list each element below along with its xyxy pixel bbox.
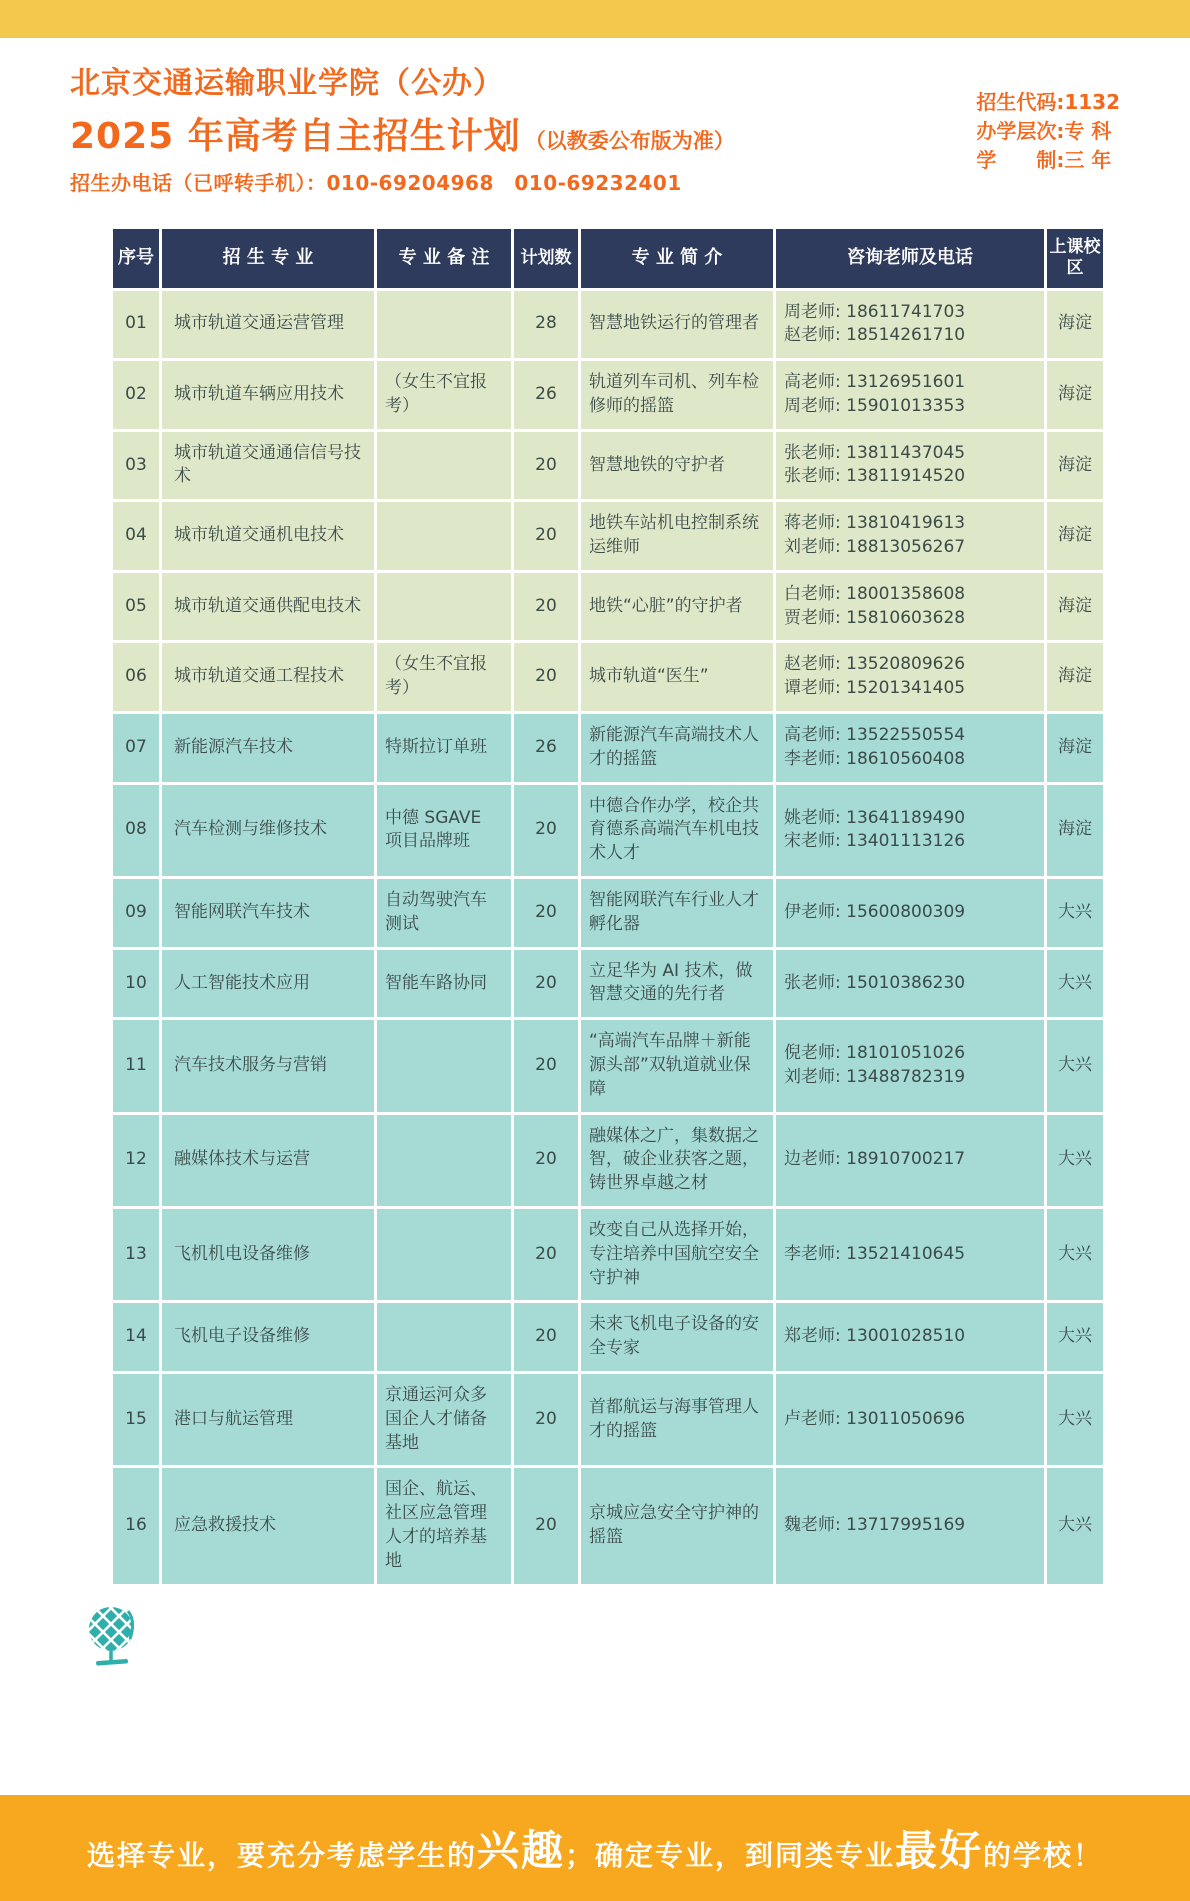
cell-teacher-contacts (776, 1468, 1044, 1583)
teacher-contact-line: 张老师: 15010386230 (784, 972, 966, 993)
cell-campus: 大兴 (1047, 950, 1103, 1018)
cell-major-name: 新能源汽车技术 (162, 714, 374, 782)
cell-campus: 大兴 (1047, 879, 1103, 947)
cell-campus: 大兴 (1047, 1115, 1103, 1206)
cell-row-number: 09 (113, 879, 159, 947)
table-row (113, 291, 1103, 359)
header-cell-no: 序号 (113, 229, 159, 288)
cell-plan-count: 20 (514, 432, 578, 500)
cell-row-number: 05 (113, 573, 159, 641)
teacher-contact-line: 刘老师: 13488782319 (784, 1066, 966, 1087)
cell-major-intro: 智慧地铁的守护者 (581, 432, 773, 500)
cell-teacher-contacts (776, 1209, 1044, 1300)
cell-major-intro: 城市轨道“医生” (581, 643, 773, 711)
footer-slogan (87, 1818, 1103, 1878)
cell-plan-count: 20 (514, 1209, 578, 1300)
teacher-contact-line: 赵老师: 13520809626 (784, 654, 966, 675)
table-body (113, 291, 1103, 1584)
cell-row-number: 14 (113, 1303, 159, 1371)
info-label: 办学层次: (976, 119, 1065, 143)
cell-major-name: 融媒体技术与运营 (162, 1115, 374, 1206)
school-name: 北京交通运输职业学院（公办） (70, 66, 504, 101)
cell-campus: 大兴 (1047, 1468, 1103, 1583)
cell-campus: 海淀 (1047, 573, 1103, 641)
table-row (113, 785, 1103, 876)
table-row (113, 502, 1103, 570)
cell-major-intro: 轨道列车司机、列车检修师的摇篮 (581, 361, 773, 429)
cell-major-name: 城市轨道交通供配电技术 (162, 573, 374, 641)
header-cell-remark: 专 业 备 注 (377, 229, 511, 288)
table-row (113, 1115, 1103, 1206)
cell-campus: 海淀 (1047, 714, 1103, 782)
cell-row-number: 13 (113, 1209, 159, 1300)
info-value: 三 年 (1064, 148, 1112, 172)
table-row (113, 643, 1103, 711)
table-row (113, 1303, 1103, 1371)
plan-title-line (70, 108, 735, 159)
admissions-phone-line: 招生办电话（已呼转手机）：010-69204968 010-69232401 (70, 171, 682, 195)
cell-row-number: 03 (113, 432, 159, 500)
header-cell-teachers: 咨询老师及电话 (776, 229, 1044, 288)
cell-major-remark (377, 1020, 511, 1111)
info-value: 专 科 (1064, 119, 1112, 143)
cell-campus: 大兴 (1047, 1374, 1103, 1465)
cell-major-name: 智能网联汽车技术 (162, 879, 374, 947)
cell-major-name: 城市轨道交通通信信号技术 (162, 432, 374, 500)
cell-campus: 海淀 (1047, 785, 1103, 876)
info-row-code (976, 88, 1120, 117)
cell-plan-count: 20 (514, 1020, 578, 1111)
cell-plan-count: 20 (514, 573, 578, 641)
cell-major-name: 城市轨道交通工程技术 (162, 643, 374, 711)
cell-major-intro: 融媒体之广，集数据之智，破企业获客之题，铸世界卓越之材 (581, 1115, 773, 1206)
cell-major-remark: 特斯拉订单班 (377, 714, 511, 782)
teacher-contact-line: 白老师: 18001358608 (784, 583, 966, 604)
cell-campus: 大兴 (1047, 1209, 1103, 1300)
cell-major-remark: 智能车路协同 (377, 950, 511, 1018)
cell-row-number: 06 (113, 643, 159, 711)
info-row-duration (976, 146, 1120, 175)
cell-teacher-contacts (776, 502, 1044, 570)
cell-major-intro: 改变自己从选择开始，专注培养中国航空安全守护神 (581, 1209, 773, 1300)
cell-major-intro: 新能源汽车高端技术人才的摇篮 (581, 714, 773, 782)
teacher-contact-line: 刘老师: 18813056267 (784, 537, 966, 558)
teacher-contact-line: 倪老师: 18101051026 (784, 1043, 966, 1064)
cell-major-remark (377, 573, 511, 641)
table-row (113, 1209, 1103, 1300)
cell-campus: 海淀 (1047, 291, 1103, 359)
cell-plan-count: 20 (514, 879, 578, 947)
cell-major-remark: （女生不宜报考） (377, 643, 511, 711)
cell-teacher-contacts (776, 1374, 1044, 1465)
header-info-block (976, 88, 1120, 175)
teacher-contact-line: 高老师: 13522550554 (784, 725, 966, 746)
cell-row-number: 16 (113, 1468, 159, 1583)
cell-major-remark (377, 432, 511, 500)
cell-teacher-contacts (776, 432, 1044, 500)
table-wrap (110, 226, 1190, 1587)
cell-plan-count: 20 (514, 950, 578, 1018)
cell-row-number: 08 (113, 785, 159, 876)
globe-icon (84, 1603, 142, 1667)
cell-major-remark (377, 291, 511, 359)
cell-row-number: 15 (113, 1374, 159, 1465)
cell-teacher-contacts (776, 361, 1044, 429)
cell-row-number: 02 (113, 361, 159, 429)
cell-major-name: 城市轨道车辆应用技术 (162, 361, 374, 429)
table-row (113, 1020, 1103, 1111)
cell-major-name: 飞机机电设备维修 (162, 1209, 374, 1300)
table-row (113, 361, 1103, 429)
table-row (113, 1374, 1103, 1465)
cell-row-number: 10 (113, 950, 159, 1018)
page-header (0, 38, 1190, 196)
footer-text-segment: 最好 (895, 1825, 984, 1875)
teacher-contact-line: 张老师: 13811914520 (784, 466, 966, 487)
cell-plan-count: 20 (514, 1374, 578, 1465)
teacher-contact-line: 赵老师: 18514261710 (784, 325, 966, 346)
info-row-level (976, 117, 1120, 146)
teacher-contact-line: 李老师: 13521410645 (784, 1243, 966, 1264)
cell-major-intro: 首都航运与海事管理人才的摇篮 (581, 1374, 773, 1465)
header-left (70, 66, 735, 196)
table-row (113, 432, 1103, 500)
cell-plan-count: 20 (514, 502, 578, 570)
cell-major-name: 汽车技术服务与营销 (162, 1020, 374, 1111)
cell-major-intro: 地铁车站机电控制系统运维师 (581, 502, 773, 570)
cell-major-name: 港口与航运管理 (162, 1374, 374, 1465)
cell-campus: 海淀 (1047, 432, 1103, 500)
cell-campus: 大兴 (1047, 1020, 1103, 1111)
cell-teacher-contacts (776, 1303, 1044, 1371)
cell-major-remark (377, 1115, 511, 1206)
cell-plan-count: 26 (514, 714, 578, 782)
cell-teacher-contacts (776, 573, 1044, 641)
teacher-contact-line: 张老师: 13811437045 (784, 442, 966, 463)
teacher-contact-line: 边老师: 18910700217 (784, 1149, 966, 1170)
header-cell-plan: 计划数 (514, 229, 578, 288)
cell-teacher-contacts (776, 1115, 1044, 1206)
teacher-contact-line: 蒋老师: 13810419613 (784, 513, 966, 534)
teacher-contact-line: 周老师: 15901013353 (784, 395, 966, 416)
teacher-contact-line: 宋老师: 13401113126 (784, 831, 966, 852)
bottom-whitespace (0, 1587, 1190, 1795)
cell-major-name: 汽车检测与维修技术 (162, 785, 374, 876)
footer-text-segment: ；确定专业，到同类专业 (564, 1838, 895, 1872)
cell-row-number: 07 (113, 714, 159, 782)
cell-plan-count: 20 (514, 643, 578, 711)
cell-major-remark (377, 502, 511, 570)
cell-row-number: 04 (113, 502, 159, 570)
cell-major-intro: 地铁“心脏”的守护者 (581, 573, 773, 641)
cell-plan-count: 20 (514, 1468, 578, 1583)
cell-major-intro: 智慧地铁运行的管理者 (581, 291, 773, 359)
cell-major-remark: （女生不宜报考） (377, 361, 511, 429)
teacher-contact-line: 周老师: 18611741703 (784, 301, 966, 322)
teacher-contact-line: 郑老师: 13001028510 (784, 1326, 966, 1347)
cell-plan-count: 28 (514, 291, 578, 359)
cell-teacher-contacts (776, 291, 1044, 359)
cell-major-name: 飞机电子设备维修 (162, 1303, 374, 1371)
cell-plan-count: 20 (514, 1303, 578, 1371)
table-row (113, 714, 1103, 782)
cell-campus: 海淀 (1047, 361, 1103, 429)
teacher-contact-line: 魏老师: 13717995169 (784, 1515, 966, 1536)
cell-teacher-contacts (776, 643, 1044, 711)
header-cell-intro: 专 业 简 介 (581, 229, 773, 288)
footer-text-segment: 兴趣 (476, 1825, 565, 1875)
table-row (113, 1468, 1103, 1583)
cell-major-name: 城市轨道交通运营管理 (162, 291, 374, 359)
plan-note: （以教委公布版为准） (524, 129, 735, 153)
cell-major-name: 人工智能技术应用 (162, 950, 374, 1018)
cell-major-remark (377, 1209, 511, 1300)
teacher-contact-line: 姚老师: 13641189490 (784, 807, 966, 828)
info-label: 招生代码: (976, 90, 1065, 114)
info-value: 1132 (1064, 90, 1120, 114)
top-accent-bar (0, 0, 1190, 38)
cell-major-remark: 国企、航运、社区应急管理人才的培养基地 (377, 1468, 511, 1583)
cell-major-intro: 中德合作办学，校企共育德系高端汽车机电技术人才 (581, 785, 773, 876)
cell-major-remark: 中德 SGAVE 项目品牌班 (377, 785, 511, 876)
cell-major-remark (377, 1303, 511, 1371)
cell-row-number: 01 (113, 291, 159, 359)
teacher-contact-line: 贾老师: 15810603628 (784, 607, 966, 628)
cell-major-name: 城市轨道交通机电技术 (162, 502, 374, 570)
footer-text-segment: 选择专业，要充分考虑学生的 (86, 1838, 477, 1872)
cell-major-remark: 京通运河众多国企人才储备基地 (377, 1374, 511, 1465)
plan-title: 2025 年高考自主招生计划 (70, 116, 521, 157)
cell-plan-count: 20 (514, 785, 578, 876)
teacher-contact-line: 高老师: 13126951601 (784, 372, 966, 393)
table-row (113, 573, 1103, 641)
cell-teacher-contacts (776, 950, 1044, 1018)
teacher-contact-line: 谭老师: 15201341405 (784, 678, 966, 699)
teacher-contact-line: 伊老师: 15600800309 (784, 901, 966, 922)
header-cell-campus: 上课校区 (1047, 229, 1103, 288)
table-row (113, 879, 1103, 947)
cell-campus: 海淀 (1047, 502, 1103, 570)
footer-text-segment: 的学校！ (983, 1838, 1104, 1872)
cell-teacher-contacts (776, 879, 1044, 947)
cell-plan-count: 20 (514, 1115, 578, 1206)
cell-major-name: 应急救援技术 (162, 1468, 374, 1583)
cell-campus: 大兴 (1047, 1303, 1103, 1371)
admissions-table (110, 226, 1106, 1587)
cell-row-number: 11 (113, 1020, 159, 1111)
cell-row-number: 12 (113, 1115, 159, 1206)
cell-teacher-contacts (776, 714, 1044, 782)
table-row (113, 950, 1103, 1018)
cell-teacher-contacts (776, 1020, 1044, 1111)
cell-plan-count: 26 (514, 361, 578, 429)
footer-banner (0, 1795, 1190, 1901)
teacher-contact-line: 李老师: 18610560408 (784, 748, 966, 769)
header-cell-major: 招 生 专 业 (162, 229, 374, 288)
teacher-contact-line: 卢老师: 13011050696 (784, 1408, 966, 1429)
cell-major-intro: 京城应急安全守护神的摇篮 (581, 1468, 773, 1583)
cell-teacher-contacts (776, 785, 1044, 876)
cell-major-intro: 智能网联汽车行业人才孵化器 (581, 879, 773, 947)
cell-major-intro: “高端汽车品牌＋新能源头部”双轨道就业保障 (581, 1020, 773, 1111)
table-header-row (113, 229, 1103, 288)
cell-major-intro: 未来飞机电子设备的安全专家 (581, 1303, 773, 1371)
cell-campus: 海淀 (1047, 643, 1103, 711)
info-label: 学 制: (976, 148, 1065, 172)
cell-major-intro: 立足华为 AI 技术，做智慧交通的先行者 (581, 950, 773, 1018)
cell-major-remark: 自动驾驶汽车测试 (377, 879, 511, 947)
